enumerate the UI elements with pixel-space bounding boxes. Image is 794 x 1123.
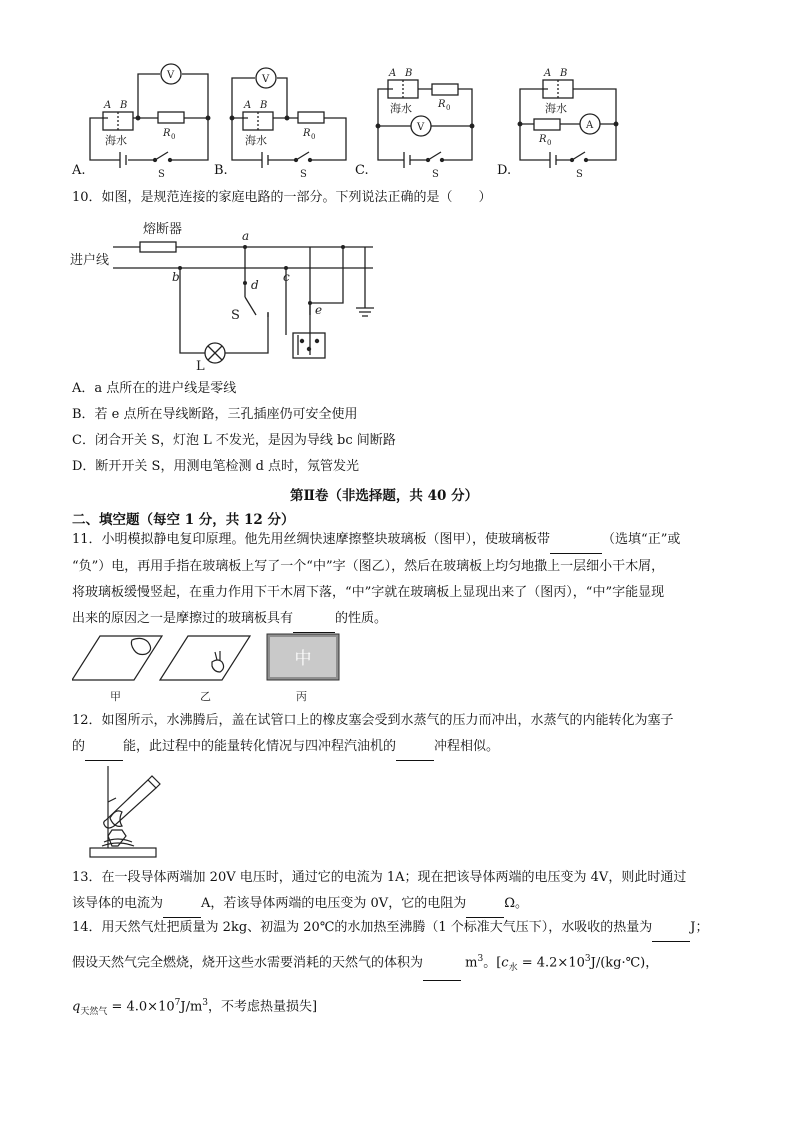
- q11-char: 中: [294, 649, 312, 669]
- q9-a-r0-sub: 0: [171, 133, 176, 141]
- q12-line-2: [72, 734, 674, 761]
- q10-point-e: e: [315, 303, 323, 317]
- q10-option-a[interactable]: A．a 点所在的进户线是零线: [72, 381, 237, 396]
- q9-d-r0-sub: 0: [547, 139, 552, 147]
- q9-b-r0-sub: 0: [311, 133, 316, 141]
- q10-fuse-label: 熔断器: [143, 222, 183, 237]
- q10-option-d[interactable]: D．断开开关 S，用测电笔检测 d 点时，氖管发光: [72, 459, 360, 474]
- q14-unit-m: m: [465, 955, 478, 971]
- q14-q-tail: ，不考虑热量损失]: [208, 999, 318, 1015]
- q10-lamp-label: L: [196, 359, 205, 374]
- q10-option-b[interactable]: B．若 e 点所在导线断路，三孔插座仍可安全使用: [72, 407, 358, 422]
- q9-a-label-a: A: [104, 100, 112, 111]
- q14-text-2a: 假设天然气完全燃烧，烧开这些水需要消耗的天然气的体积为: [72, 955, 424, 971]
- q11-blank-1[interactable]: [550, 527, 602, 554]
- q10-house-circuit-figure: [68, 215, 388, 375]
- q11-line-1: [72, 527, 680, 554]
- q11-text-1a: 11．小明模拟静电复印原理。他先用丝绸快速摩擦整块玻璃板（图甲），使玻璃板带: [72, 532, 551, 547]
- q11-text-4a: 出来的原因之一是摩擦过的玻璃板具有: [72, 611, 294, 626]
- q12-text-2c: 冲程相似。: [434, 739, 500, 754]
- q9-b-switch: S: [300, 169, 307, 180]
- q11-caption-jia: 甲: [110, 690, 121, 703]
- q14-line-2: [72, 942, 708, 985]
- q13-line-1: 13．在一段导体两端加 20V 电压时，通过它的电流为 1A；现在把该导体两端的电压变为 4V，则此时通过: [72, 870, 687, 885]
- q9-circuit-a: [90, 64, 210, 168]
- q14-line-1: [72, 915, 708, 942]
- q9-a-label-b: B: [120, 100, 128, 111]
- q11-text-1b: （选填“正”或: [602, 532, 681, 547]
- q14-q-unit-exp: 3: [202, 998, 209, 1008]
- q10-point-a: a: [242, 229, 250, 243]
- q9-option-d[interactable]: D.: [497, 163, 512, 178]
- q14-c-symbol: c: [501, 955, 509, 971]
- part2-title: 第Ⅱ卷（非选择题，共 40 分）: [290, 488, 479, 504]
- q9-c-voltmeter: V: [417, 122, 425, 133]
- q9-option-b[interactable]: B.: [214, 163, 228, 178]
- q9-circuit-c: [376, 80, 474, 168]
- q9-circuit-d: [518, 80, 618, 168]
- q9-b-sea: 海水: [245, 134, 267, 147]
- q10-point-d: d: [251, 278, 259, 292]
- q11-line-3: 将玻璃板缓慢竖起，在重力作用下干木屑下落，“中”字就在玻璃板上显现出来了（图丙），“中”字能显现: [72, 585, 665, 600]
- q9-option-c[interactable]: C.: [355, 163, 369, 178]
- q9-d-switch: S: [576, 169, 583, 180]
- q12-text-2a: 的: [72, 739, 86, 754]
- q13-text-2c: Ω。: [504, 896, 528, 911]
- q9-a-switch: S: [158, 169, 165, 180]
- q14-c-sub: 水: [508, 962, 518, 973]
- q9-b-r0: R: [303, 128, 311, 139]
- q14-c-exp: 3: [584, 954, 591, 964]
- q13-blank-2[interactable]: [466, 891, 504, 918]
- q11-figure: [72, 632, 372, 707]
- q12-blank-2[interactable]: [396, 734, 434, 761]
- q11-text-4b: 的性质。: [335, 611, 388, 626]
- q12-text-2b: 能，此过程中的能量转化情况与四冲程汽油机的: [123, 739, 397, 754]
- q9-d-r0: R: [539, 134, 547, 145]
- q11-line-4: [72, 606, 680, 633]
- q9-c-label-b: B: [405, 68, 413, 79]
- q11-caption-yi: 乙: [200, 690, 211, 703]
- q9-b-voltmeter: V: [262, 74, 270, 85]
- q14-c-value: = 4.2×10: [521, 955, 585, 971]
- q12-line-1: 12．如图所示，水沸腾后，盖在试管口上的橡皮塞会受到水蒸气的压力而冲出，水蒸气的内能转化为塞子: [72, 713, 674, 728]
- q11-blank-2[interactable]: [293, 606, 335, 633]
- q13-line-2: [72, 891, 686, 918]
- q13-blank-1[interactable]: [163, 891, 201, 918]
- q9-b-label-a: A: [244, 100, 252, 111]
- q13-text-2a: 该导体的电流为: [72, 896, 164, 911]
- q14-q-sub: 天然气: [80, 1006, 108, 1017]
- q14-blank-1[interactable]: [652, 915, 690, 942]
- q12-test-tube-figure: [88, 760, 163, 860]
- q14-q-unit: J/m: [180, 999, 203, 1015]
- q10-inlet-label: 进户线: [70, 253, 110, 268]
- q10-point-b: b: [172, 270, 180, 284]
- q9-a-r0: R: [163, 128, 171, 139]
- q9-a-sea: 海水: [105, 134, 127, 147]
- q14-text-1b: J；: [690, 920, 709, 935]
- q9-figure: [60, 60, 680, 185]
- q14-c-unit: J/(kg·℃)，: [590, 955, 659, 971]
- q12-blank-1[interactable]: [85, 734, 123, 761]
- q14-blank-2[interactable]: [423, 946, 461, 981]
- q14-unit-m-exp: 3: [477, 954, 484, 964]
- q9-c-r0-sub: 0: [446, 104, 451, 112]
- q11-caption-bing: 丙: [296, 690, 307, 703]
- q14-text-1a: 14．用天然气灶把质量为 2kg、初温为 20℃的水加热至沸腾（1 个标准大气压下），水吸收的热量为: [72, 920, 653, 935]
- q9-b-label-b: B: [260, 100, 268, 111]
- q14-q-value: = 4.0×10: [111, 999, 175, 1015]
- q9-c-sea: 海水: [390, 102, 412, 115]
- q14-bracket-open: 。[: [483, 955, 502, 971]
- q9-d-ammeter: A: [586, 120, 594, 131]
- q9-c-label-a: A: [389, 68, 397, 79]
- q9-c-r0: R: [438, 99, 446, 110]
- q9-d-label-b: B: [560, 68, 568, 79]
- q9-option-a[interactable]: A.: [72, 163, 86, 178]
- q13-text-2b: A，若该导体两端的电压变为 0V，它的电阻为: [201, 896, 467, 911]
- q14-q-symbol: q: [72, 999, 81, 1015]
- q10-option-c[interactable]: C．闭合开关 S，灯泡 L 不发光，是因为导线 bc 间断路: [72, 433, 396, 448]
- q9-c-switch: S: [432, 169, 439, 180]
- q9-a-voltmeter: V: [167, 70, 175, 81]
- q10-switch-label: S: [231, 308, 240, 323]
- q9-d-label-a: A: [544, 68, 552, 79]
- section-fill-blank: 二、填空题（每空 1 分，共 12 分）: [72, 512, 295, 528]
- q9-circuit-b: [230, 68, 346, 168]
- q14-line-3: [72, 990, 317, 1025]
- q9-d-sea: 海水: [545, 102, 567, 115]
- q14-q-exp: 7: [174, 998, 181, 1008]
- q10-stem: 10．如图，是规范连接的家庭电路的一部分。下列说法正确的是（ ）: [72, 190, 492, 205]
- q10-point-c: c: [283, 270, 290, 284]
- q11-line-2: “负”）电，再用手指在玻璃板上写了一个“中”字（图乙），然后在玻璃板上均匀地撒上一层细小干木屑，: [72, 559, 665, 574]
